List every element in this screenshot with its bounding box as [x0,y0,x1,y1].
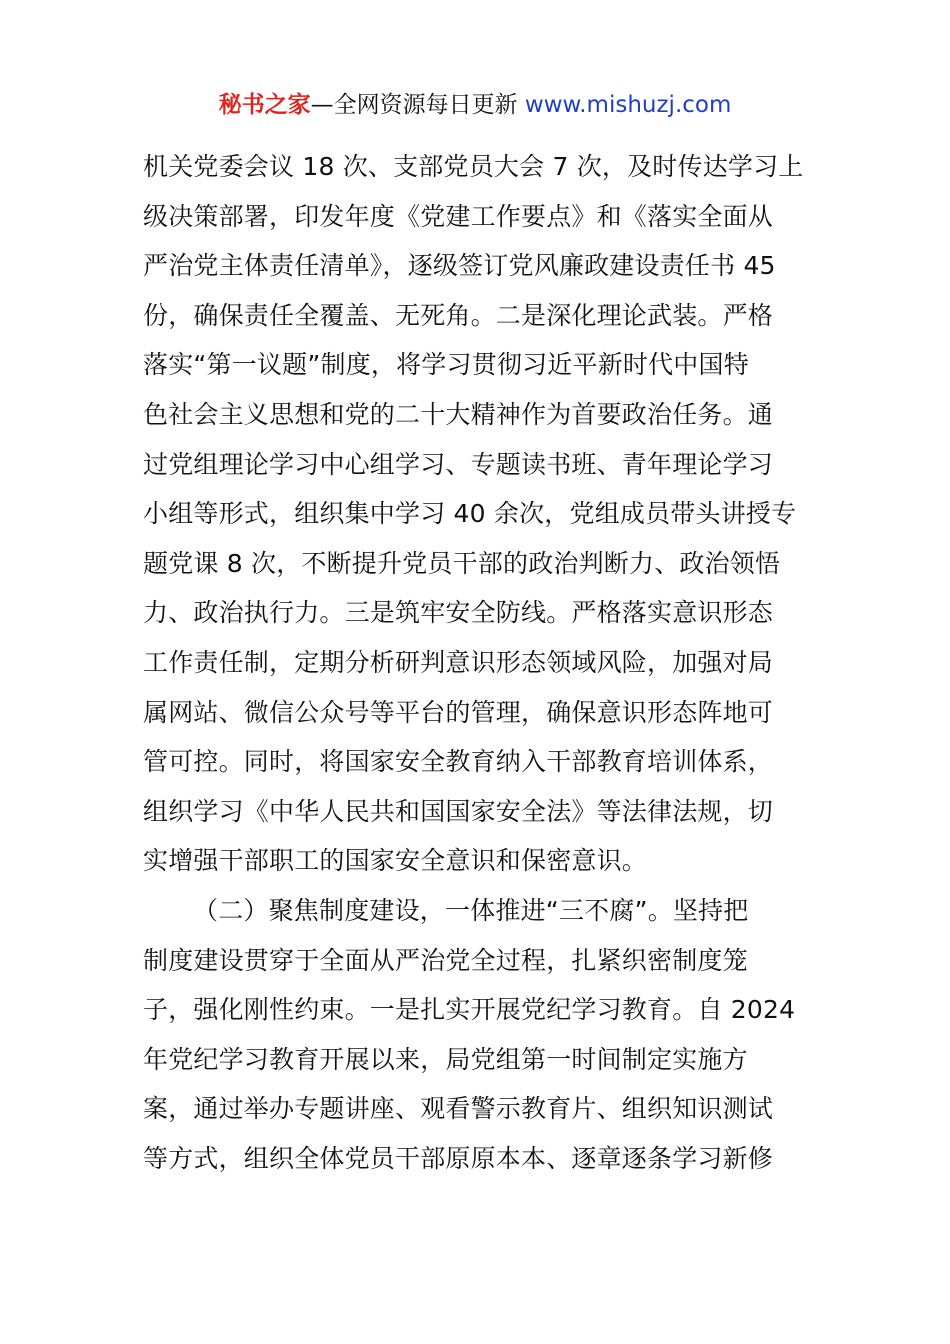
text-line: 实增强干部职工的国家安全意识和保密意识。 [143,846,648,876]
text-line: 属网站、微信公众号等平台的管理，确保意识形态阵地可 [143,697,774,727]
text-line: 力、政治执行力。三是筑牢安全防线。严格落实意识形态 [143,598,774,628]
text-line: 工作责任制，定期分析研判意识形态领域风险，加强对局 [143,647,774,677]
site-brand: 秘书之家 [218,92,311,118]
text-line: 严治党主体责任清单》，逐级签订党风廉政建设责任书 45 [143,251,776,281]
text-line: 管可控。同时，将国家安全教育纳入干部教育培训体系， [143,747,774,777]
document-body [143,147,813,1188]
text-line: 色社会主义思想和党的二十大精神作为首要政治任务。通 [143,399,774,429]
text-line: 组织学习《中华人民共和国国家安全法》等法律法规，切 [143,796,774,826]
site-tagline: —全网资源每日更新 [310,92,525,118]
text-line: 级决策部署，印发年度《党建工作要点》和《落实全面从 [143,201,774,231]
text-line: 子，强化刚性约束。一是扎实开展党纪学习教育。自 2024 [143,995,796,1025]
text-line: 制度建设贯穿于全面从严治党全过程，扎紧织密制度笼 [143,945,748,975]
text-line: 小组等形式，组织集中学习 40 余次，党组成员带头讲授专 [143,499,797,529]
text-line: 过党组理论学习中心组学习、专题读书班、青年理论学习 [143,449,774,479]
text-line: 案，通过举办专题讲座、观看警示教育片、组织知识测试 [143,1094,774,1124]
section-heading-line: （二）聚焦制度建设，一体推进“三不腐”。坚持把 [193,895,749,925]
text-line: 题党课 8 次，不断提升党员干部的政治判断力、政治领悟 [143,548,781,578]
text-line: 机关党委会议 18 次、支部党员大会 7 次，及时传达学习上 [143,152,804,181]
text-line: 等方式，组织全体党员干部原原本本、逐章逐条学习新修 [143,1143,774,1173]
text-line: 份，确保责任全覆盖、无死角。二是深化理论武装。严格 [143,300,774,330]
text-line: 年党纪学习教育开展以来，局党组第一时间制定实施方 [143,1044,748,1074]
site-url-link[interactable]: www.mishuzj.com [524,92,732,118]
text-line: 落实“第一议题”制度，将学习贯彻习近平新时代中国特 [143,350,749,380]
site-header [0,88,950,122]
